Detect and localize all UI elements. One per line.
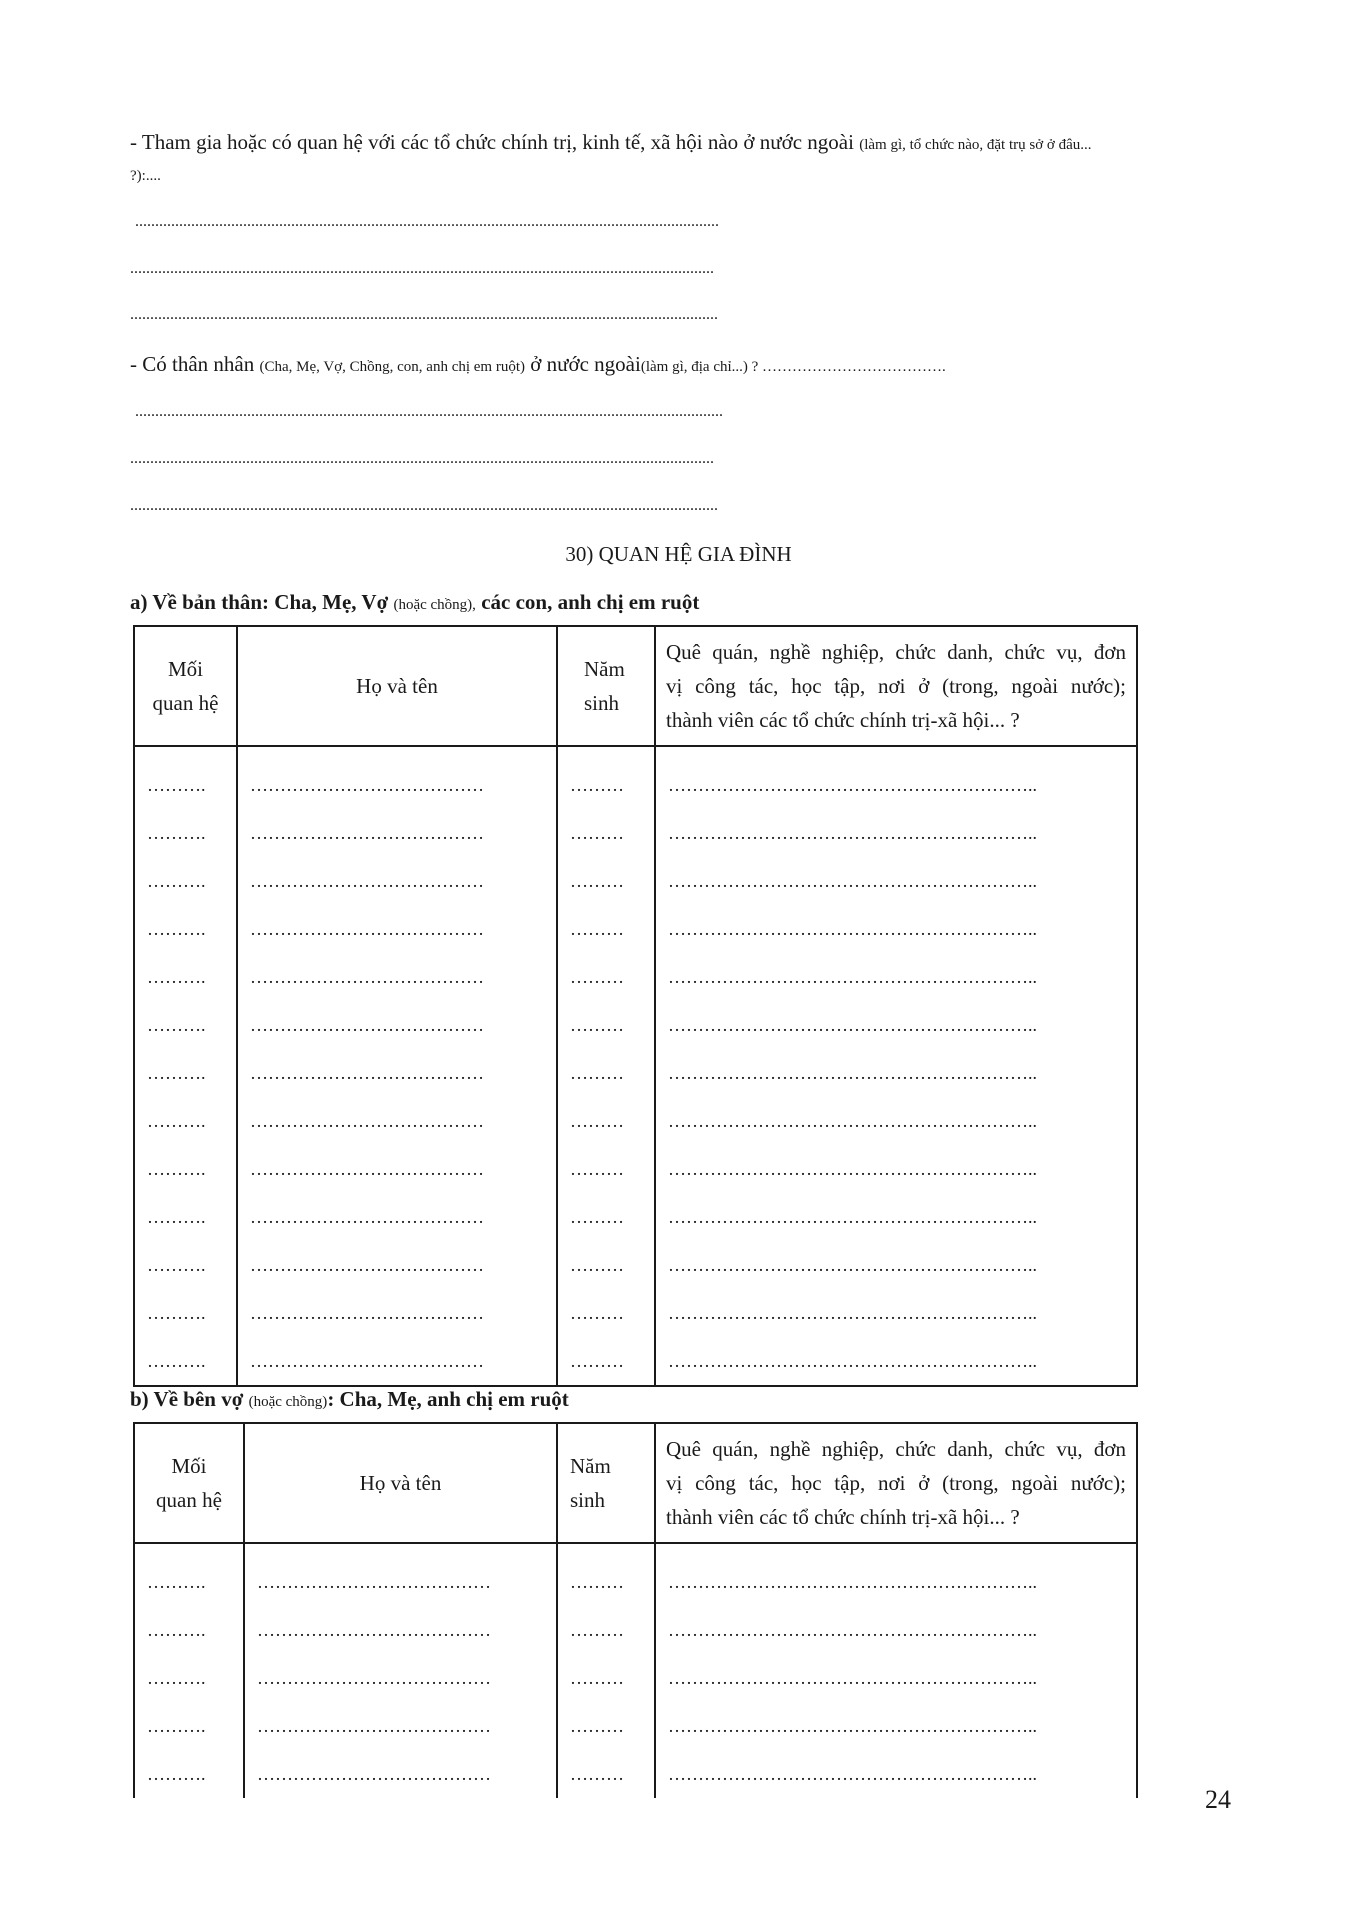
header-line: quan hệ [156, 1488, 222, 1512]
question-hint: (làm gì, tổ chức nào, đặt trụ sở ở đâu... [859, 137, 1092, 153]
birth-year-cell[interactable]: ……… [557, 1241, 655, 1289]
full-name-cell[interactable]: ………………………………… [244, 1750, 557, 1798]
header-line: Năm [570, 1454, 611, 1478]
header-full-name: Họ và tên [237, 626, 557, 746]
birth-year-cell[interactable]: ……… [557, 1193, 655, 1241]
table-row [134, 1193, 1137, 1241]
birth-year-cell[interactable]: ……… [557, 809, 655, 857]
full-name-cell[interactable]: ………………………………… [237, 1145, 557, 1193]
question-text: - Tham gia hoặc có quan hệ với các tổ chức chính trị, kinh tế, xã hội nào ở nước ngoài [130, 130, 854, 154]
header-line: vị công tác, học tập, nơi ở (trong, ngoài nước); [666, 674, 1126, 698]
birth-year-cell[interactable]: ……… [557, 1543, 655, 1606]
details-cell[interactable]: …………………………………………………….. [655, 1543, 1137, 1606]
details-cell[interactable]: …………………………………………………….. [655, 1193, 1137, 1241]
header-line: sinh [584, 691, 620, 715]
birth-year-cell[interactable]: ……… [557, 1750, 655, 1798]
relationship-cell[interactable]: ………. [134, 953, 237, 1001]
relationship-cell[interactable]: ………. [134, 905, 237, 953]
answer-line[interactable]: .................................................................................................................................................. [130, 260, 714, 277]
full-name-cell[interactable]: ………………………………… [237, 953, 557, 1001]
full-name-cell[interactable]: ………………………………… [237, 746, 557, 809]
header-line: Quê quán, nghề nghiệp, chức danh, chức vụ, đơn [666, 1437, 1126, 1461]
details-cell[interactable]: …………………………………………………….. [655, 1337, 1137, 1386]
full-name-cell[interactable]: ………………………………… [244, 1606, 557, 1654]
header-details [655, 1423, 1137, 1543]
birth-year-cell[interactable]: ……… [557, 1606, 655, 1654]
relationship-cell[interactable]: ………. [134, 1654, 244, 1702]
details-cell[interactable]: …………………………………………………….. [655, 953, 1137, 1001]
header-line: quan hệ [152, 691, 219, 715]
table-row [134, 905, 1137, 953]
full-name-cell[interactable]: ………………………………… [237, 1241, 557, 1289]
question-text: - Có thân nhân [130, 352, 255, 376]
header-line: Mối [171, 1454, 207, 1478]
details-cell[interactable]: …………………………………………………….. [655, 1702, 1137, 1750]
table-row [134, 1241, 1137, 1289]
header-birth-year [557, 1423, 655, 1543]
birth-year-cell[interactable]: ……… [557, 1289, 655, 1337]
birth-year-cell[interactable]: ……… [557, 746, 655, 809]
full-name-cell[interactable]: ………………………………… [237, 1193, 557, 1241]
birth-year-cell[interactable]: ……… [557, 953, 655, 1001]
full-name-cell[interactable]: ………………………………… [237, 905, 557, 953]
relationship-cell[interactable]: ………. [134, 1001, 237, 1049]
birth-year-cell[interactable]: ……… [557, 857, 655, 905]
table-row [134, 1654, 1137, 1702]
birth-year-cell[interactable]: ……… [557, 1097, 655, 1145]
relationship-cell[interactable]: ………. [134, 1049, 237, 1097]
birth-year-cell[interactable]: ……… [557, 1001, 655, 1049]
details-cell[interactable]: …………………………………………………….. [655, 1289, 1137, 1337]
family-table-spouse [133, 1422, 1138, 1798]
header-line: vị công tác, học tập, nơi ở (trong, ngoài nước); [666, 1471, 1126, 1495]
heading-hint: (hoặc chồng), [393, 597, 476, 613]
table-row [134, 1337, 1137, 1386]
section-title: 30) QUAN HỆ GIA ĐÌNH [565, 542, 792, 566]
table-row [134, 1001, 1137, 1049]
heading-text: b) Về bên vợ [130, 1387, 244, 1411]
birth-year-cell[interactable]: ……… [557, 905, 655, 953]
relationship-cell[interactable]: ………. [134, 1241, 237, 1289]
question-hint: (làm gì, địa chỉ...) ? ………………………………. [640, 359, 946, 375]
full-name-cell[interactable]: ………………………………… [237, 1049, 557, 1097]
relationship-cell[interactable]: ………. [134, 746, 237, 809]
table-row [134, 1289, 1137, 1337]
table-row [134, 953, 1137, 1001]
birth-year-cell[interactable]: ……… [557, 1337, 655, 1386]
full-name-cell[interactable]: ………………………………… [244, 1654, 557, 1702]
family-table-self [133, 625, 1138, 1387]
details-cell[interactable]: …………………………………………………….. [655, 746, 1137, 809]
relationship-cell[interactable]: ………. [134, 809, 237, 857]
details-cell[interactable]: …………………………………………………….. [655, 1097, 1137, 1145]
relationship-cell[interactable]: ………. [134, 1145, 237, 1193]
heading-text: các con, anh chị em ruột [481, 590, 700, 614]
details-cell[interactable]: …………………………………………………….. [655, 1606, 1137, 1654]
table-row [134, 1145, 1137, 1193]
table-row [134, 746, 1137, 809]
details-cell[interactable]: …………………………………………………….. [655, 1001, 1137, 1049]
table-row [134, 1097, 1137, 1145]
birth-year-cell[interactable]: ……… [557, 1702, 655, 1750]
full-name-cell[interactable]: ………………………………… [237, 1289, 557, 1337]
answer-line[interactable]: ................................................................................................................................................... [130, 497, 718, 514]
heading-text: a) Về bản thân: Cha, Mẹ, Vợ [130, 590, 389, 614]
details-cell[interactable]: …………………………………………………….. [655, 1145, 1137, 1193]
answer-line[interactable]: .................................................................................................................................................. [130, 450, 714, 467]
birth-year-cell[interactable]: ……… [557, 1049, 655, 1097]
table-row [134, 857, 1137, 905]
table-row [134, 1750, 1137, 1798]
header-line: Năm [584, 657, 625, 681]
details-cell[interactable]: …………………………………………………….. [655, 1241, 1137, 1289]
relationship-cell[interactable]: ………. [134, 1193, 237, 1241]
full-name-cell[interactable]: ………………………………… [237, 1001, 557, 1049]
header-birth-year [557, 626, 655, 746]
relationship-cell[interactable]: ………. [134, 1702, 244, 1750]
relationship-cell[interactable]: ………. [134, 1097, 237, 1145]
part-b-heading [130, 1387, 569, 1412]
part-a-heading [130, 590, 699, 615]
relationship-cell[interactable]: ………. [134, 1750, 244, 1798]
full-name-cell[interactable]: ………………………………… [237, 1337, 557, 1386]
header-line: sinh [570, 1488, 606, 1512]
header-full-name: Họ và tên [244, 1423, 557, 1543]
birth-year-cell[interactable]: ……… [557, 1145, 655, 1193]
header-relationship [134, 1423, 244, 1543]
relationship-cell[interactable]: ………. [134, 1337, 237, 1386]
details-cell[interactable]: …………………………………………………….. [655, 1049, 1137, 1097]
full-name-cell[interactable]: ………………………………… [244, 1543, 557, 1606]
question-hint-continued: ?):.... [130, 168, 161, 184]
full-name-cell[interactable]: ………………………………… [237, 857, 557, 905]
table-row [134, 1049, 1137, 1097]
header-line: thành viên các tổ chức chính trị-xã hội... ? [666, 708, 1020, 732]
details-cell[interactable]: …………………………………………………….. [655, 857, 1137, 905]
answer-line[interactable]: ................................................................................................................................................... [135, 403, 723, 420]
answer-line[interactable]: ................................................................................................................................................... [130, 306, 718, 323]
heading-text: : Cha, Mẹ, anh chị em ruột [327, 1387, 569, 1411]
table-row [134, 1702, 1137, 1750]
relationship-cell[interactable]: ………. [134, 857, 237, 905]
full-name-cell[interactable]: ………………………………… [237, 1097, 557, 1145]
question-text: ở nước ngoài [530, 352, 641, 376]
header-relationship [134, 626, 237, 746]
question-relatives-abroad [130, 352, 946, 377]
relationship-cell[interactable]: ………. [134, 1606, 244, 1654]
question-hint: (Cha, Mẹ, Vợ, Chồng, con, anh chị em ruột) [259, 359, 526, 375]
header-line: Quê quán, nghề nghiệp, chức danh, chức vụ, đơn [666, 640, 1126, 664]
question-foreign-organizations [130, 130, 1092, 155]
heading-hint: (hoặc chồng) [248, 1394, 328, 1410]
relationship-cell[interactable]: ………. [134, 1289, 237, 1337]
full-name-cell[interactable]: ………………………………… [244, 1702, 557, 1750]
relationship-cell[interactable]: ………. [134, 1543, 244, 1606]
page-number: 24 [1205, 1785, 1231, 1814]
details-cell[interactable]: …………………………………………………….. [655, 905, 1137, 953]
header-line: Mối [167, 657, 203, 681]
header-details [655, 626, 1137, 746]
details-cell[interactable]: …………………………………………………….. [655, 1654, 1137, 1702]
table-row [134, 1606, 1137, 1654]
full-name-cell[interactable]: ………………………………… [237, 809, 557, 857]
answer-line[interactable]: .................................................................................................................................................. [135, 213, 719, 230]
details-cell[interactable]: …………………………………………………….. [655, 809, 1137, 857]
birth-year-cell[interactable]: ……… [557, 1654, 655, 1702]
details-cell[interactable]: …………………………………………………….. [655, 1750, 1137, 1798]
table-row [134, 809, 1137, 857]
header-line: thành viên các tổ chức chính trị-xã hội... ? [666, 1505, 1020, 1529]
table-row [134, 1543, 1137, 1606]
